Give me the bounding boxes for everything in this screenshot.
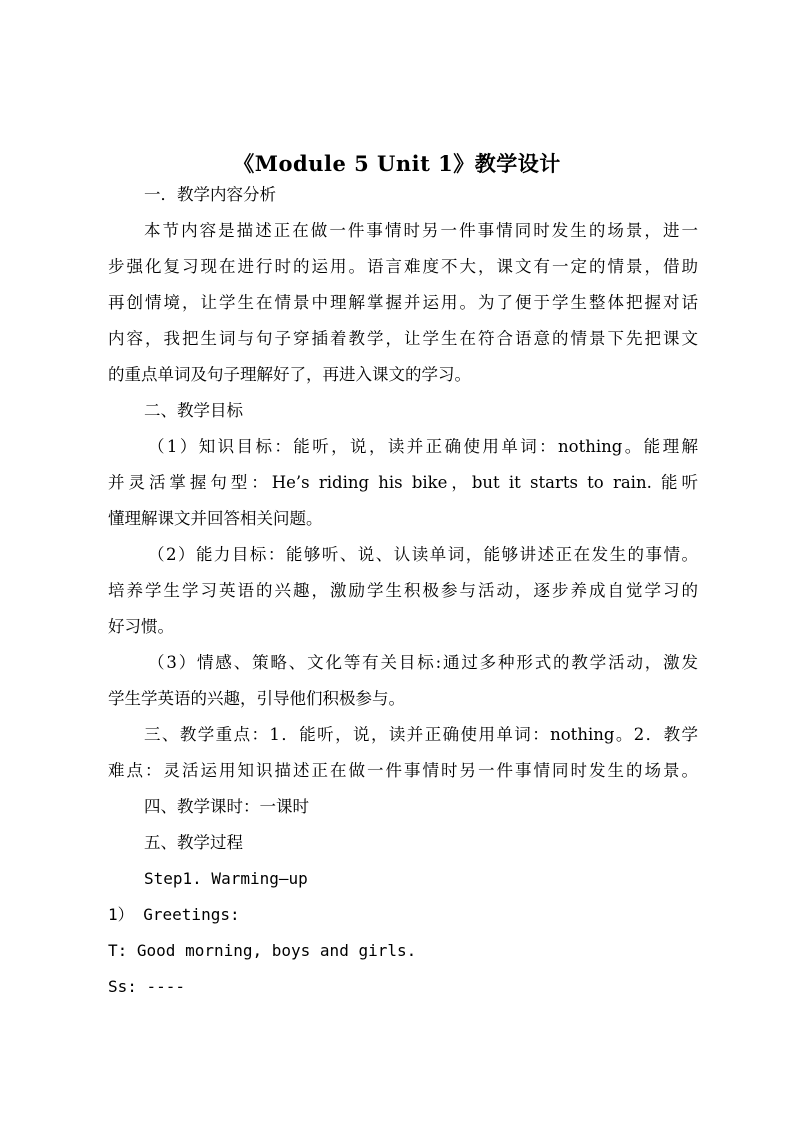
- paragraph-line: 本节内容是描述正在做一件事情时另一件事情同时发生的场景，进一: [144, 221, 698, 240]
- objective-knowledge-line: 并灵活掌握句型：He’s riding his bike，but it starts to rain. 能听: [108, 473, 698, 492]
- objective-affective-line: 学生学英语的兴趣，引导他们积极参与。: [108, 689, 405, 708]
- objective-ability-line: 好习惯。: [108, 617, 174, 636]
- objective-ability-line: 培养学生学习英语的兴趣，激励学生积极参与活动，逐步养成自觉学习的: [108, 581, 698, 600]
- key-points-line: 难点：灵活运用知识描述正在做一件事情时另一件事情同时发生的场景。: [108, 761, 698, 780]
- key-points-line: 三、教学重点：1．能听，说，读并正确使用单词：nothing。2．教学: [144, 725, 698, 744]
- document-title: 《Module 5 Unit 1》教学设计: [233, 151, 561, 176]
- section-heading-content-analysis: 一．教学内容分析: [144, 185, 276, 204]
- objective-knowledge-line: （1）知识目标：能听，说，读并正确使用单词：nothing。能理解: [148, 437, 698, 456]
- paragraph-line: 再创情境，让学生在情景中理解掌握并运用。为了便于学生整体把握对话: [108, 293, 698, 312]
- objective-knowledge-line: 懂理解课文并回答相关问题。: [108, 509, 323, 528]
- list-item: 1） Greetings:: [108, 905, 240, 924]
- dialogue-line-teacher: T: Good morning, boys and girls.: [108, 941, 417, 960]
- dialogue-line-students: Ss: ----: [108, 977, 186, 996]
- paragraph-line: 内容，我把生词与句子穿插着教学，让学生在符合语意的情景下先把课文: [108, 329, 698, 348]
- section-heading-process: 五、教学过程: [144, 833, 243, 852]
- class-hours-line: 四、教学课时：一课时: [144, 797, 309, 816]
- step-heading: Step1. Warming—up: [144, 869, 308, 888]
- objective-affective-line: （3）情感、策略、文化等有关目标:通过多种形式的教学活动，激发: [148, 653, 698, 672]
- paragraph-line: 步强化复习现在进行时的运用。语言难度不大，课文有一定的情景，借助: [108, 257, 698, 276]
- section-heading-objectives: 二、教学目标: [144, 401, 243, 420]
- objective-ability-line: （2）能力目标：能够听、说、认读单词，能够讲述正在发生的事情。: [148, 545, 698, 564]
- paragraph-line: 的重点单词及句子理解好了，再进入课文的学习。: [108, 365, 471, 384]
